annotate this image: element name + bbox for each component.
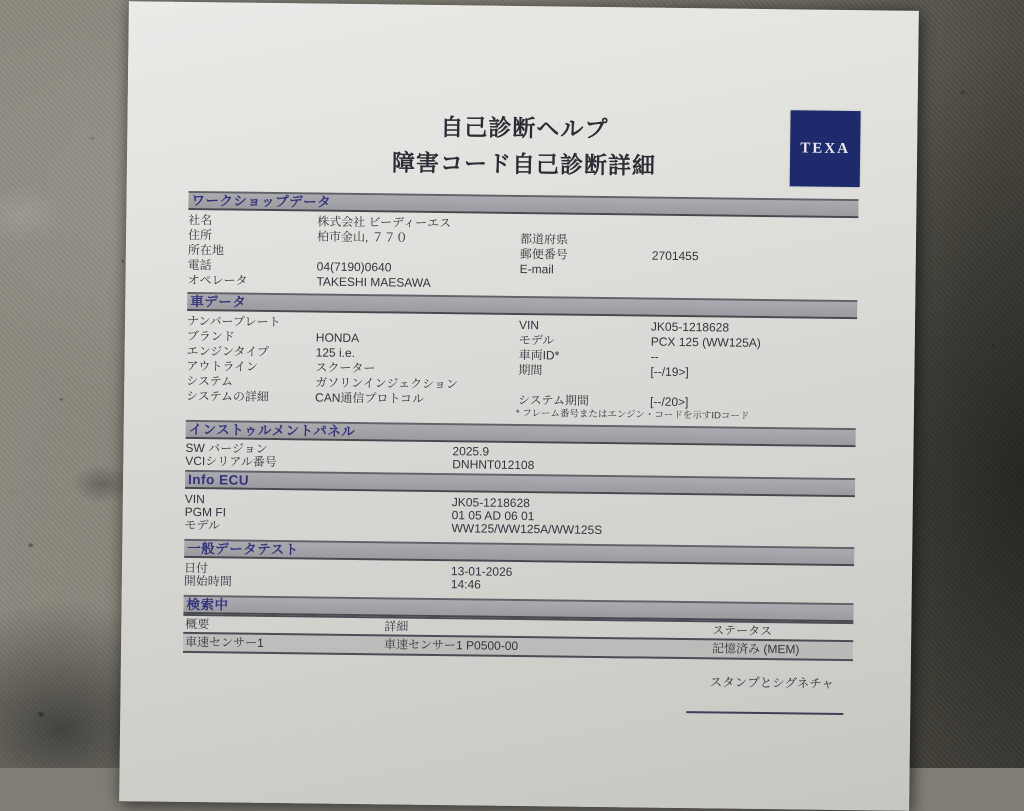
field-label: 都道府県	[519, 232, 569, 247]
diagnostic-report-paper	[119, 1, 919, 811]
field-label: システム	[186, 373, 234, 389]
field-label: 開始時間	[183, 573, 232, 589]
field-label	[520, 217, 652, 234]
field-label: 期間	[518, 362, 543, 378]
field-label: システム期間	[517, 392, 589, 408]
field-value: ガソリンインジェクション	[315, 375, 458, 392]
field-value	[651, 279, 857, 297]
general-test-rows	[184, 562, 854, 596]
field-value: [--/19>]	[650, 364, 689, 380]
field-value: CAN通信プロトコル	[315, 390, 425, 406]
vin-footnote: * フレーム番号またはエンジン・コードを示すIDコード	[515, 407, 750, 422]
fault-summary: 車速センサー1	[185, 634, 264, 650]
field-label: エンジンタイプ	[186, 343, 270, 359]
report-subtitle: 障害コード自己診断詳細	[391, 149, 657, 179]
field-label: VIN	[184, 491, 205, 507]
workshop-rows	[187, 213, 858, 296]
field-label: SW バージョン	[185, 440, 268, 456]
field-label: 日付	[183, 560, 209, 576]
field-value: 04(7190)0640	[316, 259, 392, 275]
field-label: 郵便番号	[519, 246, 568, 262]
section-header-instrument-panel: インストゥルメントパネル	[186, 420, 856, 447]
field-value: TAKESHI MAESAWA	[316, 274, 431, 290]
section-header-general-data-test: 一般データテスト	[184, 539, 854, 566]
field-value: PCX 125 (WW125A)	[650, 334, 761, 350]
fault-status-badge: 記憶済み (MEM)	[711, 641, 800, 657]
field-value: 01 05 AD 06 01	[451, 508, 535, 524]
signature-line	[686, 711, 843, 715]
field-label: 車両ID*	[518, 347, 560, 363]
field-label: アウトライン	[186, 358, 259, 374]
field-label: ナンバープレート	[186, 313, 281, 330]
field-value: 125 i.e.	[315, 345, 356, 360]
field-value: 13-01-2026	[450, 564, 513, 579]
title-block	[189, 2, 861, 186]
vehicle-rows	[186, 314, 857, 423]
texa-logo-text: TEXA	[800, 139, 851, 157]
field-label	[518, 378, 650, 395]
field-label: モデル	[518, 332, 555, 348]
report-title: 自己診断ヘルプ	[440, 114, 609, 143]
column-header-detail: 詳細	[384, 619, 409, 634]
field-value: [--/20>]	[649, 394, 689, 410]
field-value: 2025.9	[452, 444, 490, 459]
column-header-summary: 概要	[185, 616, 210, 632]
field-value: スクーター	[315, 360, 376, 376]
stamp-signature-label: スタンプとシグネチャ	[709, 675, 834, 691]
field-label: 所在地	[187, 242, 224, 258]
section-header-searching: 検索中	[183, 595, 853, 622]
field-label: VCIシリアル番号	[185, 453, 277, 470]
field-value: WW125/WW125A/WW125S	[451, 521, 603, 538]
field-value: JK05-1218628	[650, 319, 730, 335]
field-value: --	[650, 349, 659, 364]
field-label	[519, 277, 651, 294]
field-label: システムの詳細	[186, 388, 269, 404]
field-value: HONDA	[315, 330, 360, 346]
field-value: 14:46	[450, 577, 481, 592]
field-label: 住所	[187, 227, 213, 243]
field-label: ブランド	[186, 328, 235, 344]
info-ecu-rows	[184, 493, 854, 540]
field-label: E-mail	[519, 261, 554, 277]
column-header-status: ステータス	[712, 623, 773, 639]
field-label: モデル	[184, 517, 221, 533]
section-header-vehicle-data: 車データ	[187, 292, 857, 319]
field-value: JK05-1218628	[451, 495, 530, 511]
field-label: PGM FI	[184, 504, 227, 520]
field-label: 社名	[188, 212, 213, 228]
field-value: 柏市金山, ７７０	[316, 229, 408, 245]
section-header-info-ecu: Info ECU	[185, 470, 855, 497]
field-value: DNHNT012108	[452, 457, 535, 473]
field-value: 2701455	[651, 248, 699, 264]
field-label: オペレータ	[187, 272, 248, 288]
section-header-workshop-data: ワークショップデータ	[188, 191, 858, 218]
field-value: 株式会社 ビーディーエス	[317, 214, 452, 231]
fault-detail: 車速センサー1 P0500-00	[383, 637, 519, 654]
field-label: 電話	[187, 257, 212, 273]
report-content	[120, 1, 919, 716]
field-label: VIN	[518, 317, 540, 333]
